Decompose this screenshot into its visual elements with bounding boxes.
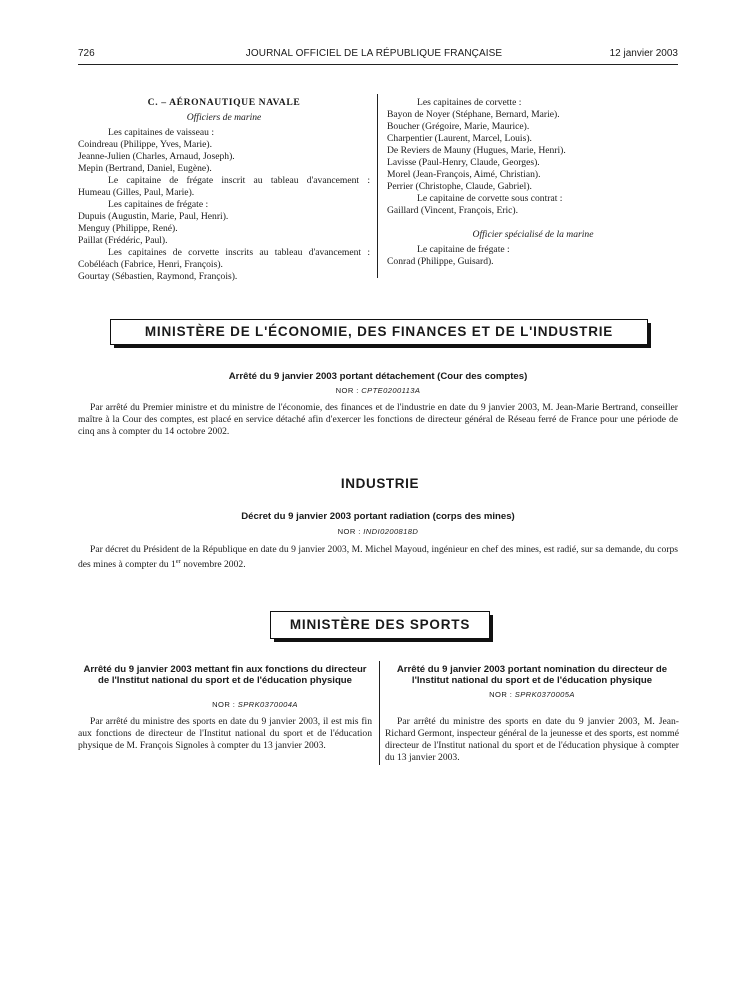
arrete-detachement-nor	[78, 386, 678, 395]
right-list-line: Bayon de Noyer (Stéphane, Bernard, Marie).	[387, 109, 560, 120]
right-list-line: Conrad (Philippe, Guisard).	[387, 256, 494, 267]
arrete-fin-fonctions-nor	[78, 700, 372, 709]
section-title: C. – AÉRONAUTIQUE NAVALE	[147, 97, 301, 108]
nor-label: NOR :	[337, 527, 364, 536]
right-list-line: Lavisse (Paul-Henry, Claude, Georges).	[387, 157, 540, 168]
nor-label: NOR :	[335, 386, 362, 395]
industrie-title: INDUSTRIE	[340, 476, 420, 491]
arrete-fin-fonctions-text: Par arrêté du ministre des sports en date du 9 janvier 2003, il est mis fin aux fonctions de directeur de l'Institut national du sport et de l'éducation physique de M. François Signoles à compter du 13 janvier 2003.	[78, 716, 372, 751]
left-list-line: Les capitaines de frégate :	[108, 199, 209, 210]
decret-text-sup: er	[175, 558, 181, 565]
aeronautique-left-column	[78, 97, 370, 283]
page-number: 726	[78, 48, 95, 59]
arrete-nomination-title: Arrêté du 9 janvier 2003 portant nomination du directeur de l'Institut national du sport et de l'éducation physique	[396, 664, 668, 686]
left-list-line: Les capitaines de vaisseau :	[108, 127, 215, 138]
nor-code: CPTE0200113A	[361, 386, 421, 395]
arrete-nomination-nor	[385, 690, 679, 699]
decret-radiation-title: Décret du 9 janvier 2003 portant radiation (corps des mines)	[241, 511, 515, 522]
left-list-line: Gourtay (Sébastien, Raymond, François).	[78, 271, 238, 282]
nor-code: SPRK0370004A	[237, 700, 298, 709]
left-list-line: Humeau (Gilles, Paul, Marie).	[78, 187, 195, 198]
ministry-economie-box: MINISTÈRE DE L'ÉCONOMIE, DES FINANCES ET DE L'INDUSTRIE	[110, 319, 648, 345]
right-list-line: Perrier (Christophe, Claude, Gabriel).	[387, 181, 532, 192]
aeronautique-right-column	[387, 97, 679, 268]
arrete-detachement-title: Arrêté du 9 janvier 2003 portant détachement (Cour des comptes)	[228, 371, 528, 382]
left-list-line: Cobéléach (Fabrice, Henri, François).	[78, 259, 223, 270]
header-rule	[78, 64, 678, 65]
left-officer-list	[78, 127, 370, 283]
officers-heading: Officiers de marine	[186, 112, 262, 123]
arrete-fin-fonctions-title: Arrêté du 9 janvier 2003 mettant fin aux fonctions du directeur de l'Institut national du sport et de l'éducation physique	[83, 664, 367, 686]
right-list-line: Le capitaine de corvette sous contrat :	[417, 193, 563, 204]
nor-label: NOR :	[489, 690, 515, 699]
decret-radiation-nor	[78, 527, 678, 536]
right-list-line: Le capitaine de frégate :	[417, 244, 510, 255]
right-list-line: Morel (Jean-François, Aimé, Christian).	[387, 169, 541, 180]
journal-title: JOURNAL OFFICIEL DE LA RÉPUBLIQUE FRANÇAISE	[245, 48, 503, 59]
right-list-line: Officier spécialisé de la marine	[472, 229, 594, 240]
column-divider	[377, 94, 378, 278]
left-list-line: Coindreau (Philippe, Yves, Marie).	[78, 139, 213, 150]
left-list-line: Menguy (Philippe, René).	[78, 223, 178, 234]
right-officer-list	[387, 97, 679, 268]
left-list-line: Dupuis (Augustin, Marie, Paul, Henri).	[78, 211, 229, 222]
left-list-line: Paillat (Frédéric, Paul).	[78, 235, 168, 246]
left-list-line: Jeanne-Julien (Charles, Arnaud, Joseph).	[78, 151, 235, 162]
arrete-nomination-text: Par arrêté du ministre des sports en date du 9 janvier 2003, M. Jean-Richard Germont, inspecteur général de la jeunesse et des sports, est nommé directeur de l'Institut national du sport et de l'éducation physique à compter du 13 janvier 2003.	[385, 716, 679, 763]
right-list-line: Charpentier (Laurent, Marcel, Louis).	[387, 133, 532, 144]
right-list-line: Gaillard (Vincent, François, Eric).	[387, 205, 519, 216]
decret-radiation-text	[78, 544, 678, 571]
decret-text-main: Par décret du Président de la République en date du 9 janvier 2003, M. Michel Mayoud, ingénieur en chef des mines, est radié, sur sa demande, du corps des mines à compter du 1	[78, 544, 678, 571]
nor-code: SPRK0370005A	[514, 690, 575, 699]
left-list-line: Mepin (Bertrand, Daniel, Eugène).	[78, 163, 212, 174]
ministry-sports-box: MINISTÈRE DES SPORTS	[270, 611, 490, 639]
right-list-line: De Reviers de Mauny (Hugues, Marie, Henri).	[387, 145, 566, 156]
right-list-spacer	[387, 217, 679, 229]
decret-text-end: novembre 2002.	[180, 559, 246, 571]
nor-label: NOR :	[212, 700, 238, 709]
arrete-detachement-text: Par arrêté du Premier ministre et du ministre de l'économie, des finances et de l'industrie en date du 9 janvier 2003, M. Jean-Marie Bertrand, conseiller maître à la Cour des comptes, est placé en service détaché afin d'exercer les fonctions de directeur général de Réseau ferré de France pour une période de cinq ans à compter du 14 octobre 2002.	[78, 402, 678, 437]
right-list-line: Les capitaines de corvette :	[417, 97, 522, 108]
right-list-line: Boucher (Grégoire, Marie, Maurice).	[387, 121, 530, 132]
bottom-column-divider	[379, 661, 380, 765]
left-list-line: Le capitaine de frégate inscrit au tableau d'avancement :	[108, 175, 370, 186]
issue-date: 12 janvier 2003	[609, 48, 678, 59]
left-list-line: Les capitaines de corvette inscrits au tableau d'avancement :	[108, 247, 370, 258]
nor-code: INDI0200818D	[363, 527, 419, 536]
